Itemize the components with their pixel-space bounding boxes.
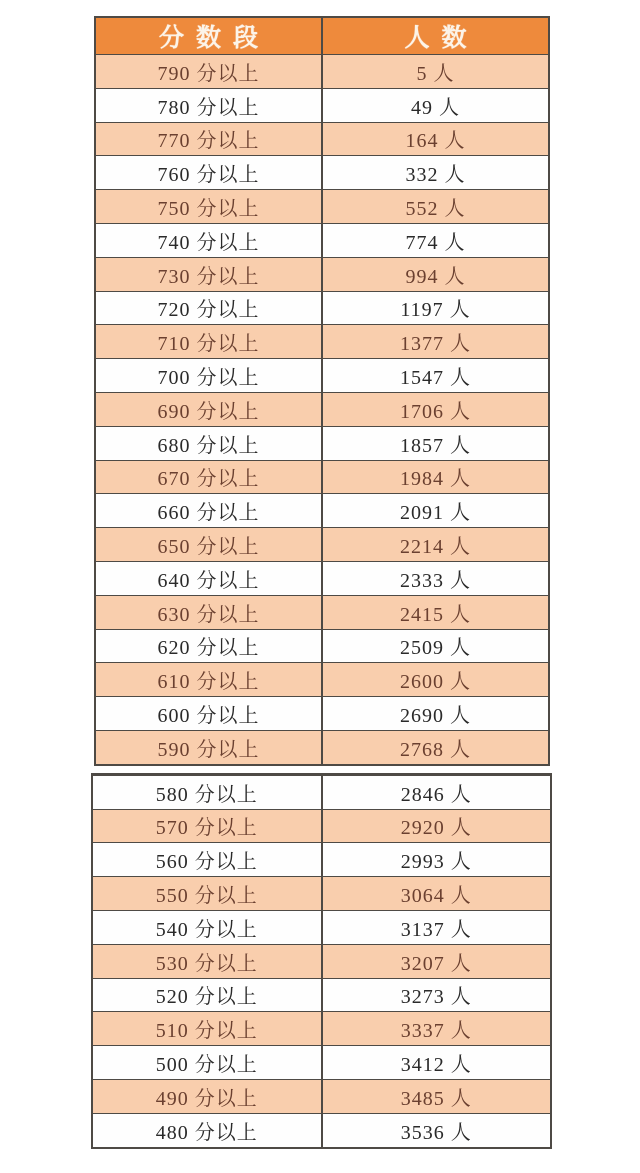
table-row (96, 291, 548, 325)
score-range-cell: 580 分以上 (155, 783, 258, 806)
score-range-cell: 540 分以上 (155, 918, 258, 941)
score-range-cell: 640 分以上 (157, 569, 260, 592)
table-header-row (96, 18, 548, 54)
count-cell: 552 人 (321, 190, 548, 223)
table-row (96, 629, 548, 663)
table-row (96, 155, 548, 189)
score-range-cell: 500 分以上 (155, 1054, 258, 1076)
table-row (96, 662, 548, 696)
score-range-cell: 710 分以上 (157, 333, 260, 356)
count-cell: 1197 人 (321, 292, 548, 325)
score-range-cell: 650 分以上 (157, 536, 260, 559)
column-header-count: 人数 (321, 18, 548, 54)
score-range-cell: 570 分以上 (155, 817, 258, 840)
score-range-cell: 490 分以上 (155, 1087, 258, 1110)
score-range-cell: 510 分以上 (155, 1020, 258, 1043)
count-cell: 2509 人 (321, 630, 548, 663)
table-row (96, 460, 548, 494)
table-row (93, 978, 550, 1012)
score-range-cell: 620 分以上 (157, 637, 260, 660)
table-row (96, 189, 548, 223)
table-body-section-2 (93, 775, 550, 1147)
count-cell: 2768 人 (321, 731, 548, 764)
count-cell: 1706 人 (321, 393, 548, 426)
score-range-cell: 760 分以上 (157, 164, 260, 187)
table-row (96, 54, 548, 88)
table-row (93, 775, 550, 809)
score-range-cell: 550 分以上 (155, 885, 258, 908)
count-cell: 2600 人 (321, 663, 548, 696)
score-range-cell: 480 分以上 (155, 1121, 258, 1144)
table-row (93, 842, 550, 876)
score-range-cell: 680 分以上 (157, 434, 260, 457)
score-range-cell: 630 分以上 (157, 603, 260, 626)
score-range-cell: 720 分以上 (157, 299, 260, 322)
table-row (93, 809, 550, 843)
count-cell: 994 人 (321, 258, 548, 291)
score-range-cell: 560 分以上 (155, 851, 258, 874)
count-cell: 1547 人 (321, 359, 548, 392)
score-range-cell: 780 分以上 (157, 96, 260, 119)
count-cell: 164 人 (321, 123, 548, 156)
score-range-cell: 690 分以上 (157, 400, 260, 423)
count-cell: 2333 人 (321, 562, 548, 595)
table-row (96, 561, 548, 595)
count-cell: 2920 人 (321, 810, 551, 843)
table-row (93, 876, 550, 910)
count-cell: 3337 人 (321, 1012, 551, 1045)
table-row (96, 426, 548, 460)
count-cell: 5 人 (321, 55, 548, 88)
table-row (96, 257, 548, 291)
count-cell: 3485 人 (321, 1080, 551, 1113)
score-table-section-1 (94, 16, 550, 766)
table-row (93, 1011, 550, 1045)
table-row (96, 358, 548, 392)
table-row (96, 595, 548, 629)
count-cell: 774 人 (321, 224, 548, 257)
table-row (93, 1045, 550, 1079)
count-cell: 3137 人 (321, 911, 551, 944)
count-cell: 3273 人 (321, 979, 551, 1012)
table-row (96, 696, 548, 730)
table-row (93, 1079, 550, 1113)
score-range-cell: 530 分以上 (155, 952, 258, 975)
column-header-score-range: 分数段 (158, 24, 270, 52)
table-row (96, 527, 548, 561)
score-range-cell: 730 分以上 (157, 265, 260, 288)
table-row (93, 1113, 550, 1147)
score-range-cell: 750 分以上 (157, 198, 260, 221)
score-table-section-2 (91, 773, 552, 1149)
table-row (96, 730, 548, 764)
score-range-cell: 520 分以上 (155, 986, 258, 1009)
table-row (96, 122, 548, 156)
score-range-cell: 660 分以上 (157, 502, 260, 525)
count-cell: 2214 人 (321, 528, 548, 561)
count-cell: 2993 人 (321, 843, 551, 876)
score-range-cell: 700 分以上 (157, 367, 260, 390)
count-cell: 2415 人 (321, 596, 548, 629)
count-cell: 49 人 (321, 89, 548, 122)
count-cell: 3064 人 (321, 877, 551, 910)
table-row (93, 944, 550, 978)
score-range-cell: 790 分以上 (157, 62, 260, 85)
score-range-cell: 600 分以上 (157, 705, 260, 728)
table-row (93, 910, 550, 944)
score-range-cell: 590 分以上 (157, 738, 260, 761)
count-cell: 1377 人 (321, 325, 548, 358)
count-cell: 3412 人 (321, 1046, 551, 1079)
count-cell: 2846 人 (321, 776, 551, 809)
count-cell: 1857 人 (321, 427, 548, 460)
count-cell: 1984 人 (321, 461, 548, 494)
count-cell: 332 人 (321, 156, 548, 189)
count-cell: 2091 人 (321, 494, 548, 527)
score-distribution-page (0, 16, 640, 1173)
table-row (96, 392, 548, 426)
count-cell: 2690 人 (321, 697, 548, 730)
table-row (96, 223, 548, 257)
table-row (96, 88, 548, 122)
score-range-cell: 770 分以上 (157, 130, 260, 153)
score-range-cell: 740 分以上 (157, 231, 260, 254)
table-body-section-1 (96, 54, 548, 764)
table-row (96, 324, 548, 358)
count-cell: 3536 人 (321, 1114, 551, 1147)
score-range-cell: 670 分以上 (157, 468, 260, 491)
table-row (96, 493, 548, 527)
count-cell: 3207 人 (321, 945, 551, 978)
score-range-cell: 610 分以上 (157, 671, 260, 694)
